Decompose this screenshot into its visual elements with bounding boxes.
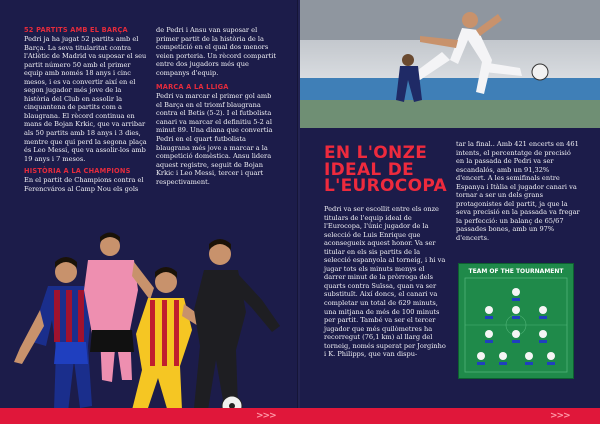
right-column-2	[456, 140, 580, 247]
match-photo	[300, 0, 600, 128]
euro-body-col2: tar la final.. Amb 421 encerts en 461 intents, el percentatge de precisió en la passada de Pedri va ser escandalós, amb un 91,32% d'encert. A les semifinals entre Espanya i Itàlia el jugador canari va tornar a ser un dels grans protagonistes del partit, ja que la seva precisió en la passada va fregar la perfecció: un balanç de 65/67 passades bones, amb un 97% d'encerts.	[456, 140, 580, 243]
article-title: EN L'ONZE IDEAL DE L'EUROCOPA	[324, 143, 447, 196]
pedri-players-photo	[0, 230, 298, 424]
right-column-1	[324, 205, 448, 363]
player-barca-blue-kit	[14, 257, 92, 412]
section-heading-52-partits: 52 PARTITS AMB EL BARÇA	[24, 26, 128, 34]
player-black-kit	[194, 239, 280, 410]
bottom-bar	[0, 408, 600, 424]
section-body-champions: En el partit de Champions contra el Ferencváros al Camp Nou els gols	[24, 176, 144, 193]
euro-body-col1: Pedri va ser escollit entre els onze titulars de l'equip ideal de l'Eurocopa, l'únic jugador de la selecció de Luis Enrique que aconsegueix aquest honor. Va ser titular en els sis partits de la selecció espanyola al torneig, i hi va jugar tots els minuts menys el darrer minut de la pròrroga dels quarts contra Suïssa, quan va ser substituït. Així doncs, el canari va completar un total de 629 minuts, una mitjana de més de 100 minuts per partit. També va ser el tercer jugador que més quilòmetres ha recorregut (76,1 km) al llarg del torneig, només superat per Jorginho i K. Philipps, que van dispu-	[324, 205, 446, 359]
formation-pitch	[459, 264, 573, 378]
section-heading-lliga: MARCA A LA LLIGA	[156, 83, 229, 92]
left-page-arrows: >>>	[256, 411, 276, 421]
section-body-52-partits: Pedri ja ha jugat 52 partits amb el Barça. La seva titularitat contra l'Atlètic de Madrid va suposar el seu partit número 50 amb el primer equip amb només 18 anys i cinc mesos, i es va convertir així en el segon jugador més jove de la història del Club en assolir la cinquantena de partits com a blaugrana. El rècord continua en mans de Bojan Krkic, que va arribar als 50 partits amb 18 anys i 3 dies, mentre que qui perd la segona plaça és Leo Messi, que va assolir-los amb 19 anys i 7 mesos.	[24, 35, 147, 163]
section-heading-champions: HISTÒRIA A LA CHAMPIONS	[24, 167, 131, 176]
left-column-1	[24, 26, 148, 197]
section-body-lliga: Pedri va marcar el primer gol amb el Barça en el triomf blaugrana contra el Betis (5-2). I el futbolista canari va marcar el definitiu 5-2 al minut 89. Una diana que convertia Pedri en el quart futbolista blaugrana més jove a marcar a la competició domèstica. Ansu lidera aquest registre, seguit de Bojan Krkic i Leo Messi, tercer i quart respectivament.	[156, 92, 273, 186]
left-page	[0, 0, 298, 424]
team-graphic-title: TEAM OF THE TOURNAMENT	[468, 268, 564, 275]
champions-continuation: de Pedri i Ansu van suposar el primer partit de la història de la competició en el qual dos menors veien porteria. Un rècord compartit entre dos jugadors més que companys d'equip.	[156, 26, 276, 77]
team-of-tournament-graphic	[458, 263, 574, 379]
right-page-arrows: >>>	[550, 411, 570, 421]
match-ball	[532, 64, 548, 80]
left-column-2	[156, 26, 278, 190]
